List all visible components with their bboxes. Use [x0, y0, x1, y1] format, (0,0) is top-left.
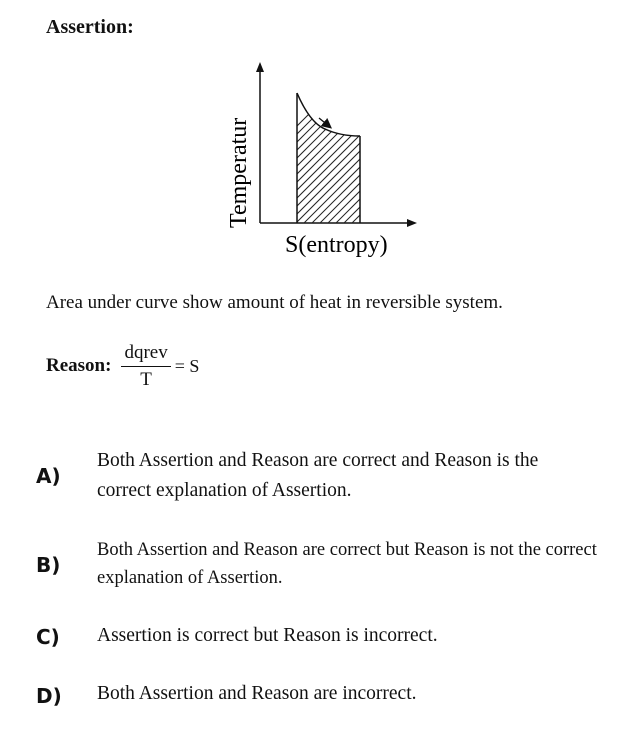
option-b-letter[interactable]: B)	[36, 553, 61, 577]
assertion-statement: Area under curve show amount of heat in reversible system.	[46, 292, 503, 313]
reason-fraction	[121, 341, 170, 392]
option-c-letter[interactable]: C)	[36, 625, 60, 649]
reason-row	[46, 336, 199, 396]
option-b-text[interactable]: Both Assertion and Reason are correct but Reason is not the correct explanation of Assertion.	[97, 540, 597, 588]
option-c-text[interactable]: Assertion is correct but Reason is incorrect.	[97, 625, 438, 646]
option-a-letter[interactable]: A)	[36, 464, 61, 488]
x-axis-label: S(entropy)	[285, 232, 388, 258]
option-d-letter[interactable]: D)	[36, 684, 62, 708]
curve-direction-arrow	[319, 118, 330, 127]
x-axis-arrow	[407, 219, 417, 227]
reason-denominator: T	[140, 368, 152, 390]
assertion-heading: Assertion:	[46, 16, 134, 38]
process-curve	[297, 93, 360, 136]
option-d-text[interactable]: Both Assertion and Reason are incorrect.	[97, 683, 417, 704]
reason-numerator: dqrev	[121, 341, 170, 367]
y-axis-label: Temperatur	[226, 117, 252, 228]
option-a-text[interactable]: Both Assertion and Reason are correct and Reason is the correct explanation of Assertion.	[97, 450, 539, 501]
ts-diagram	[215, 58, 430, 263]
y-axis-arrow	[256, 62, 264, 72]
reason-rhs: = S	[174, 355, 200, 376]
reason-label: Reason:	[46, 355, 112, 376]
